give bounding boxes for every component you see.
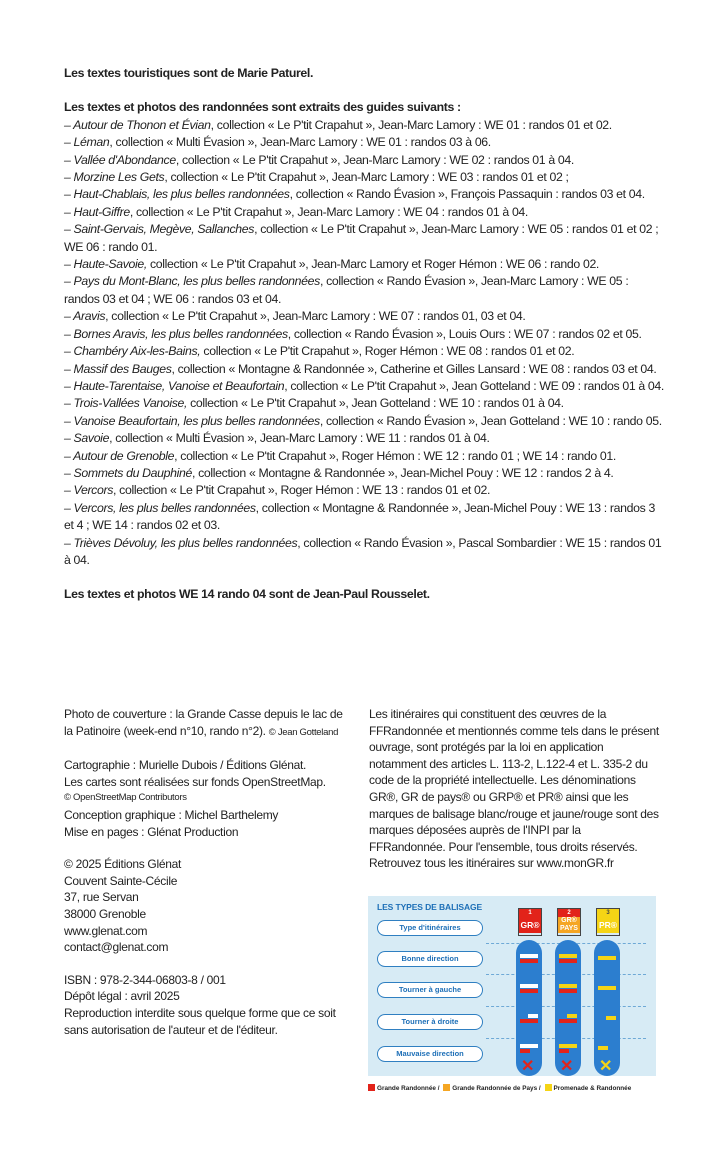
isbn: ISBN : 978-2-344-06803-8 / 001 — [64, 972, 226, 987]
gr-pays-badge — [557, 908, 581, 936]
guide-title: – Haut-Chablais, les plus belles randonnées — [64, 187, 290, 202]
guide-title: – Trièves Dévoluy, les plus belles randonnées — [64, 535, 298, 550]
balisage-legend — [368, 1084, 656, 1092]
guide-detail: , collection « Le P'tit Crapahut », Jean-Marc Lamory : WE 04 : randos 01 à 04. — [129, 204, 528, 219]
copyright: © 2025 Éditions Glénat — [64, 857, 181, 872]
guide-title: – Savoie — [64, 431, 110, 446]
label-tourner-droite: Tourner à droite — [377, 1014, 483, 1030]
guide-item — [64, 500, 664, 535]
guide-title: – Aravis — [64, 309, 106, 324]
balisage-figure — [368, 896, 656, 1104]
website-link[interactable]: www.glenat.com — [64, 923, 148, 938]
guide-item — [64, 395, 664, 412]
guide-item — [64, 273, 664, 308]
credits-section — [64, 65, 664, 604]
guide-item — [64, 169, 664, 186]
label-bonne-direction: Bonne direction — [377, 951, 483, 967]
guide-title: – Vercors — [64, 483, 114, 498]
guide-detail: , collection « Montagne & Randonnée », Jean-Michel Pouy : WE 12 : randos 2 à 4. — [192, 465, 614, 480]
guide-detail: , collection « Montagne & Randonnée », Jean-Michel Pouy : WE 13 : randos 3 et 4 ; WE 14 : randos 02 et 03. — [64, 500, 655, 533]
gr-badge — [518, 908, 542, 936]
gr-pays-marking-column — [555, 940, 581, 1076]
address-line-1: Couvent Sainte-Cécile — [64, 873, 178, 888]
guide-item — [64, 308, 664, 325]
pr-badge — [596, 908, 620, 936]
guide-title: – Massif des Bauges — [64, 361, 172, 376]
guide-title: – Vercors, les plus belles randonnées — [64, 500, 256, 515]
email-link[interactable]: contact@glenat.com — [64, 940, 169, 955]
guide-item — [64, 535, 664, 570]
closing-credit: Les textes et photos WE 14 rando 04 sont de Jean-Paul Rousselet. — [64, 587, 430, 602]
cross-mark-icon: ✕ — [560, 1058, 574, 1075]
guides-list — [64, 117, 664, 570]
guide-detail: , collection « Le P'tit Crapahut », Jean-Marc Lamory : WE 02 : randos 01 à 04. — [175, 152, 574, 167]
badge-text: GR® — [519, 917, 541, 933]
pr-marking-column — [594, 940, 620, 1076]
guide-detail: , collection « Montagne & Randonnée », Catherine et Gilles Lansard : WE 08 : randos 03 et 04. — [171, 361, 657, 376]
guide-title: – Morzine Les Gets — [64, 170, 165, 185]
guide-detail: , collection « Le P'tit Crapahut », Roger Hémon : WE 12 : rando 01 ; WE 14 : rando 01. — [174, 448, 616, 463]
balisage-title: LES TYPES DE BALISAGE — [377, 902, 483, 912]
guide-detail: collection « Le P'tit Crapahut », Jean-Marc Lamory et Roger Hémon : WE 06 : rando 02. — [146, 257, 599, 272]
guide-item — [64, 482, 664, 499]
badge-number: 1 — [519, 909, 541, 917]
cover-photo-caption — [64, 706, 354, 741]
guide-detail: , collection « Rando Évasion », Jean Gotteland : WE 10 : rando 05. — [319, 413, 662, 428]
guide-title: – Pays du Mont-Blanc, les plus belles randonnées — [64, 274, 320, 289]
design-credit: Conception graphique : Michel Barthelemy — [64, 807, 279, 822]
badge-text: GR® PAYS — [558, 917, 580, 933]
guide-detail: , collection « Rando Évasion », François Passaquin : randos 03 et 04. — [289, 187, 645, 202]
guide-item — [64, 152, 664, 169]
label-tourner-gauche: Tourner à gauche — [377, 982, 483, 998]
maps-base-note: Les cartes sont réalisées sur fonds OpenStreetMap. — [64, 774, 326, 789]
guide-title: – Bornes Aravis, les plus belles randonnées — [64, 326, 288, 341]
guide-detail: , collection « Le P'tit Crapahut », Roger Hémon : WE 13 : randos 01 et 02. — [113, 483, 491, 498]
guide-title: – Trois-Vallées Vanoise, — [64, 396, 188, 411]
guide-title: – Chambéry Aix-les-Bains, — [64, 344, 201, 359]
guide-item — [64, 204, 664, 221]
guide-detail: , collection « Rando Évasion », Louis Ours : WE 07 : randos 02 et 05. — [287, 326, 642, 341]
guide-detail: , collection « Rando Évasion », Pascal Sombardier : WE 15 : randos 01 à 04. — [64, 535, 662, 567]
label-type-itineraires: Type d'itinéraires — [377, 920, 483, 936]
guide-title: – Saint-Gervais, Megève, Sallanches — [64, 222, 255, 237]
legend-gr: Grande Randonnée / — [377, 1085, 440, 1092]
layout-credit: Mise en pages : Glénat Production — [64, 824, 239, 839]
cartography-credit: Cartographie : Murielle Dubois / Éditions Glénat. — [64, 758, 307, 773]
badge-text: PR® — [597, 917, 619, 933]
guide-item — [64, 134, 664, 151]
guide-detail: , collection « Le P'tit Crapahut », Jean-Marc Lamory : WE 01 : randos 01 et 02. — [210, 117, 612, 132]
badge-number: 3 — [597, 909, 619, 917]
colophon — [64, 706, 354, 1038]
guide-item — [64, 256, 664, 273]
guide-detail: , collection « Le P'tit Crapahut », Jean-Marc Lamory : WE 03 : randos 01 et 02 ; — [164, 170, 569, 185]
guide-item — [64, 361, 664, 378]
guide-title: – Haute-Tarentaise, Vanoise et Beaufortain — [64, 378, 285, 393]
guide-title: – Haut-Giffre — [64, 204, 130, 219]
gr-marking-column — [516, 940, 542, 1076]
guide-item — [64, 413, 664, 430]
guide-item — [64, 378, 664, 395]
legal-deposit: Dépôt légal : avril 2025 — [64, 989, 180, 1004]
label-mauvaise-direction: Mauvaise direction — [377, 1046, 483, 1062]
badge-number: 2 — [558, 909, 580, 917]
guide-title: – Léman — [64, 135, 110, 150]
guide-item — [64, 465, 664, 482]
cover-photo-text: Photo de couverture : la Grande Casse depuis le lac de la Patinoire (week-end n°10, rando n°2). — [64, 707, 343, 738]
guide-item — [64, 117, 664, 134]
cross-mark-icon: ✕ — [521, 1058, 535, 1075]
guide-item — [64, 221, 664, 256]
guide-title: – Autour de Thonon et Évian — [64, 117, 211, 132]
guide-detail: collection « Le P'tit Crapahut », Roger Hémon : WE 08 : randos 01 et 02. — [200, 344, 575, 359]
guide-detail: , collection « Multi Évasion », Jean-Marc Lamory : WE 01 : randos 03 à 06. — [109, 135, 491, 150]
legend-pr: Promenade & Randonnée — [553, 1085, 632, 1092]
osm-credit: © OpenStreetMap Contributors — [64, 792, 187, 804]
address-line-3: 38000 Grenoble — [64, 906, 146, 921]
guide-title: – Vanoise Beaufortain, les plus belles randonnées — [64, 413, 320, 428]
legal-notice: Les itinéraires qui constituent des œuvres de la FFRandonnée et mentionnés comme tels dans le présent ouvrage, sont protégés par la loi en application notamment des articles L. 113-2, L.122-4 et L. 335-2 du code de la propriété intellectuelle. Les dénominations GR®, GR de pays® ou GRP® et PR® ainsi que les marques de balisage blanc/rouge et jaune/rouge sont des marques déposées auprès de l'INPI par la FFRandonnée. Pour l'ensemble, tous droits réservés. Retrouvez tous les itinéraires sur www.monGR.fr — [369, 707, 659, 871]
address-line-2: 37, rue Servan — [64, 890, 139, 905]
cover-photo-credit: © Jean Gotteland — [268, 726, 339, 738]
tourist-texts-credit: Les textes touristiques sont de Marie Paturel. — [64, 66, 314, 80]
legend-gr-pays: Grande Randonnée de Pays / — [452, 1085, 541, 1092]
guide-detail: , collection « Le P'tit Crapahut », Jean-Marc Lamory : WE 05 : randos 01 et 02 ; WE 06 : rando 01. — [64, 222, 659, 254]
guide-detail: , collection « Multi Évasion », Jean-Marc Lamory : WE 11 : randos 01 à 04. — [109, 431, 490, 446]
guides-heading: Les textes et photos des randonnées sont extraits des guides suivants : — [64, 100, 461, 115]
guide-title: – Sommets du Dauphiné — [64, 465, 192, 480]
cross-mark-icon: ✕ — [599, 1058, 613, 1075]
guide-item — [64, 343, 664, 360]
guide-item — [64, 186, 664, 203]
guide-item — [64, 326, 664, 343]
guide-detail: collection « Le P'tit Crapahut », Jean Gotteland : WE 10 : randos 01 à 04. — [187, 396, 564, 411]
guide-item — [64, 430, 664, 447]
reproduction-notice: Reproduction interdite sous quelque forme que ce soit sans autorisation de l'auteur et de l'éditeur. — [64, 1005, 336, 1037]
guide-detail: , collection « Le P'tit Crapahut », Jean Gotteland : WE 09 : randos 01 à 04. — [284, 378, 664, 393]
guide-item — [64, 448, 664, 465]
guide-detail: , collection « Rando Évasion », Jean-Marc Lamory : WE 05 : randos 03 et 04 ; WE 06 : randos 03 et 04. — [64, 274, 629, 306]
guide-title: – Haute-Savoie, — [64, 257, 147, 272]
guide-title: – Autour de Grenoble — [64, 448, 175, 463]
guide-title: – Vallée d'Abondance — [64, 152, 176, 167]
guide-detail: , collection « Le P'tit Crapahut », Jean-Marc Lamory : WE 07 : randos 01, 03 et 04. — [105, 309, 526, 324]
